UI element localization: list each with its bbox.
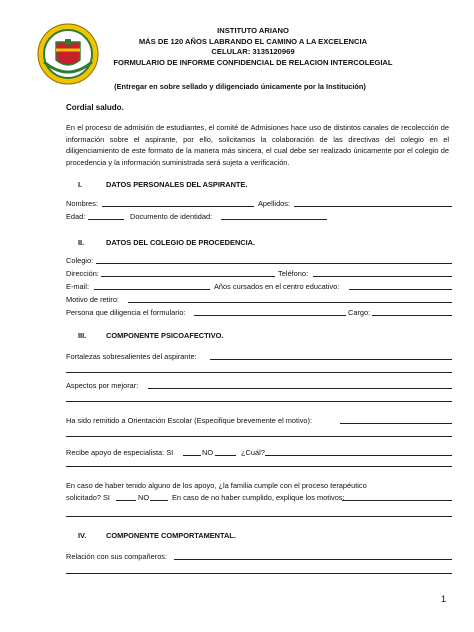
intro-paragraph: En el proceso de admisión de estudiantes, el comité de Admisiones hace uso de distintos canales de recolección de información sobre el aspirante, por ello, solicitamos la colaboración de las directivas del colegio en el diligenciamiento de este formato de la manera más sincera, el cual debe ser realizado únicamente por el colegio de procedencia y la información suministrada será sujeta a verificación. — [66, 123, 449, 167]
form-title: FORMULARIO DE INFORME CONFIDENCIAL DE RELACION INTERCOLEGIAL — [113, 57, 393, 67]
field-apoyo-si[interactable] — [183, 455, 201, 456]
label-apoyo-no: NO — [202, 448, 214, 457]
page-number: 1 — [440, 594, 446, 604]
field-apoyo-cual-line-2[interactable] — [66, 466, 452, 467]
section-4-heading — [78, 531, 236, 540]
field-terapia-motivos-line-2[interactable] — [66, 516, 452, 517]
label-terapia-motivos: En caso de no haber cumplido, explique los motivos: — [172, 493, 345, 502]
field-remitido-line-2[interactable] — [66, 436, 452, 437]
label-documento: Documento de identidad: — [130, 212, 213, 221]
label-colegio: Colegio: — [66, 256, 94, 265]
section-2-title: DATOS DEL COLEGIO DE PROCEDENCIA. — [106, 238, 256, 247]
field-aspectos-line-1[interactable] — [148, 388, 452, 389]
label-terapia-si: solicitado? SI — [66, 493, 110, 502]
field-apoyo-cual-line-1[interactable] — [265, 455, 452, 456]
field-direccion[interactable] — [101, 276, 275, 277]
section-1-number: I. — [78, 180, 83, 189]
label-relacion: Relación con sus compañeros: — [66, 552, 168, 561]
section-4-number: IV. — [78, 531, 87, 540]
label-terapia-no: NO — [138, 493, 150, 502]
section-2-heading — [78, 238, 255, 247]
label-motivo: Motivo de retiro: — [66, 295, 119, 304]
label-aspectos: Aspectos por mejorar: — [66, 381, 139, 390]
field-fortalezas-line-2[interactable] — [66, 372, 452, 373]
field-documento[interactable] — [221, 219, 327, 220]
label-cargo: Cargo: — [348, 308, 371, 317]
field-aspectos-line-2[interactable] — [66, 401, 452, 402]
field-edad[interactable] — [88, 219, 124, 220]
label-anos: Años cursados en el centro educativo: — [214, 282, 340, 291]
section-4-title: COMPONENTE COMPORTAMENTAL. — [106, 531, 236, 540]
delivery-note: (Entregar en sobre sellado y diligenciado únicamente por la Institución) — [114, 82, 366, 91]
field-relacion-line-1[interactable] — [174, 559, 452, 560]
field-remitido-line-1[interactable] — [340, 423, 452, 424]
section-3-heading — [78, 331, 223, 340]
label-apellidos: Apellidos: — [258, 199, 291, 208]
label-direccion: Dirección: — [66, 269, 99, 278]
field-telefono[interactable] — [313, 276, 452, 277]
field-terapia-si[interactable] — [116, 500, 136, 501]
field-apoyo-no[interactable] — [215, 455, 236, 456]
salutation: Cordial saludo. — [66, 103, 124, 112]
field-nombres[interactable] — [102, 206, 254, 207]
section-3-number: III. — [78, 331, 87, 340]
label-telefono: Teléfono: — [278, 269, 308, 278]
label-edad: Edad: — [66, 212, 86, 221]
section-3-title: COMPONENTE PSICOAFECTIVO. — [106, 331, 224, 340]
label-apoyo-cual: ¿Cuál? — [241, 448, 265, 457]
field-email[interactable] — [94, 289, 210, 290]
field-anos[interactable] — [349, 289, 452, 290]
field-cargo[interactable] — [372, 315, 452, 316]
section-2-number: II. — [78, 238, 85, 247]
field-apellidos[interactable] — [294, 206, 452, 207]
field-persona[interactable] — [194, 315, 346, 316]
school-slogan: MÁS DE 120 AÑOS LABRANDO EL CAMINO A LA EXCELENCIA — [138, 36, 368, 46]
label-apoyo-si: Recibe apoyo de especialista: SI — [66, 448, 174, 457]
school-phone: CELULAR: 3135120969 — [211, 47, 295, 56]
section-1-heading — [78, 180, 247, 189]
label-remitido: Ha sido remitido a Orientación Escolar (Especifique brevemente el motivo): — [66, 416, 313, 425]
label-nombres: Nombres: — [66, 199, 99, 208]
field-terapia-no[interactable] — [150, 500, 168, 501]
field-fortalezas-line-1[interactable] — [210, 359, 452, 360]
field-colegio[interactable] — [96, 263, 452, 264]
field-motivo[interactable] — [128, 302, 452, 303]
label-persona: Persona que diligencia el formulario: — [66, 308, 186, 317]
field-terapia-motivos-line-1[interactable] — [342, 500, 452, 501]
label-fortalezas: Fortalezas sobresalientes del aspirante: — [66, 352, 197, 361]
section-1-title: DATOS PERSONALES DEL ASPIRANTE. — [106, 180, 248, 189]
school-name: INSTITUTO ARIANO — [217, 26, 289, 35]
label-email: E-mail: — [66, 282, 89, 291]
label-terapia-1: En caso de haber tenido alguno de los apoyo, ¿la familia cumple con el proceso terapéutico — [66, 481, 367, 490]
field-relacion-line-2[interactable] — [66, 573, 452, 574]
